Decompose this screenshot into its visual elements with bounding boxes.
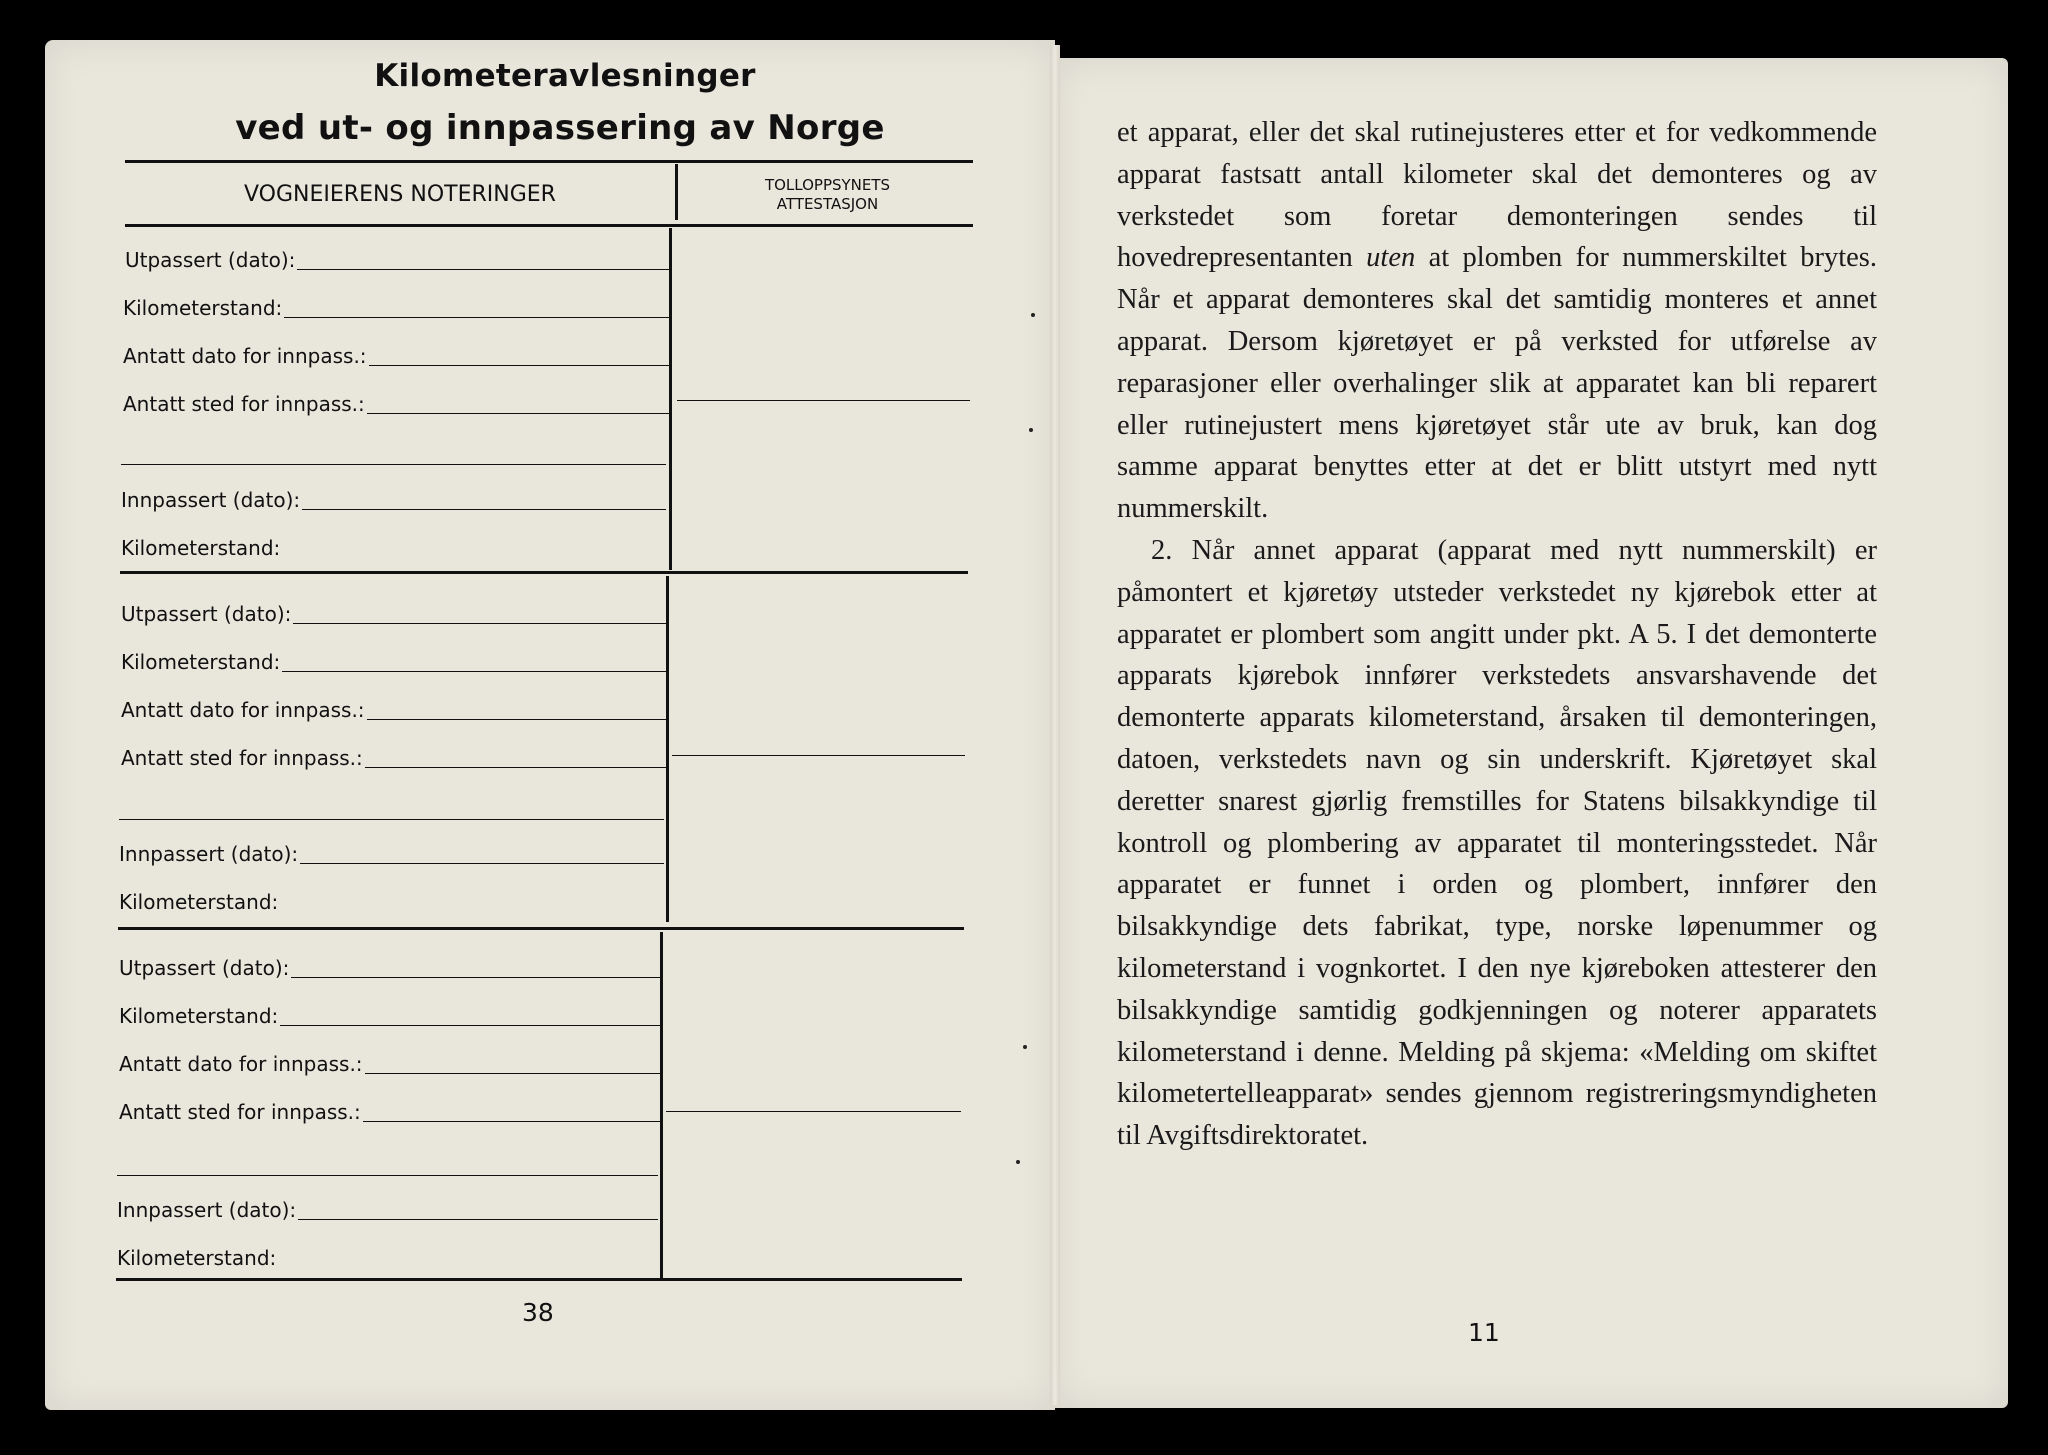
- antatt-sted-field-1[interactable]: [123, 388, 669, 420]
- utpassert-label-3: Utpassert (dato):: [119, 956, 290, 980]
- kilometerstand-label-1a: Kilometerstand:: [123, 296, 283, 320]
- kilometerstand-label-2a: Kilometerstand:: [121, 650, 281, 674]
- antatt-sted-line-3[interactable]: [363, 1120, 660, 1122]
- paragraph-1: [1117, 112, 1877, 530]
- antatt-dato-label-3: Antatt dato for innpass.:: [119, 1052, 363, 1076]
- antatt-dato-line-1[interactable]: [369, 364, 669, 366]
- header-bottom-rule: [125, 224, 973, 227]
- antatt-sted-line-2[interactable]: [365, 766, 666, 768]
- section-3-divider: [660, 932, 663, 1278]
- header-top-rule: [125, 160, 973, 163]
- page-number-left: 38: [522, 1298, 554, 1327]
- kilometerstand-line-3a[interactable]: [280, 1024, 660, 1026]
- attestasjon-line-1[interactable]: [677, 399, 970, 401]
- paragraph-1-part-b: at plomben for nummerskiltet brytes. Når et apparat demonteres skal det samtidig monteres et annet apparat. Dersom kjøretøyet er på verksted for utførelse av reparasjoner eller overhalinger slik at apparatet kan bli reparert eller rutinejustert mens kjøretøyet står ute av bruk, kan dog samme apparat benyttes etter at det er blitt utstyrt med nytt nummerskilt.: [1117, 242, 1877, 525]
- margin-speck-4: [1016, 1160, 1020, 1164]
- blank-line-3[interactable]: [117, 1174, 658, 1176]
- paragraph-1-part-a: et apparat, eller det skal rutinejusteres etter et for vedkommende apparat fastsatt antall kilometer skal det demonteres og av verkstedet som foretar demonteringen sendes til hovedrepresentanten: [1117, 117, 1877, 274]
- kilometerstand-label-3a: Kilometerstand:: [119, 1004, 279, 1028]
- innpassert-field-1[interactable]: [121, 484, 666, 516]
- utpassert-field-1[interactable]: [125, 244, 669, 276]
- book-spine: [1050, 45, 1060, 1405]
- blank-line-1[interactable]: [121, 463, 666, 465]
- antatt-dato-label-2: Antatt dato for innpass.:: [121, 698, 365, 722]
- column-header-vogneier: VOGNEIERENS NOTERINGER: [244, 182, 556, 207]
- innpassert-line-1[interactable]: [302, 508, 666, 510]
- kilometerstand-field-2a[interactable]: [121, 646, 666, 678]
- utpassert-line-3[interactable]: [291, 976, 660, 978]
- antatt-dato-field-3[interactable]: [119, 1048, 660, 1080]
- kilometerstand-line-2a[interactable]: [282, 670, 666, 672]
- innpassert-label-2: Innpassert (dato):: [119, 842, 299, 866]
- body-text: [1117, 112, 1877, 1157]
- innpassert-line-2[interactable]: [300, 862, 664, 864]
- section-2-divider: [666, 576, 669, 922]
- section-3-bottom-rule: [116, 1278, 962, 1281]
- kilometerstand-line-1a[interactable]: [284, 316, 669, 318]
- paragraph-2: 2. Når annet apparat (apparat med nytt nummerskilt) er påmontert et kjøretøy utsteder verkstedet ny kjørebok etter at apparatet er plombert som angitt under pkt. A 5. I det demonterte apparats kjørebok innfører verkstedets ansvarshavende det demonterte apparats kilometerstand, årsaken til demonteringen, datoen, verkstedets navn og sin underskrift. Kjøretøyet skal deretter snarest gjørlig fremstilles for Statens bilsakkyndige til kontroll og plombering av apparatet til monteringsstedet. Når apparatet er funnet i orden og plombert, innfører den bilsakkyndige dets fabrikat, type, norske løpenummer og kilometerstand i vognkortet. I den nye kjøreboken attesterer den bilsakkyndige samtidig godkjenningen og noterer apparatets kilometerstand i denne. Melding på skjema: «Melding om skiftet kilometertelleapparat» sendes gjennom registreringsmyndigheten til Avgiftsdirektoratet.: [1117, 534, 1877, 1152]
- paragraph-1-emphasis: uten: [1366, 242, 1416, 274]
- antatt-sted-line-1[interactable]: [367, 412, 669, 414]
- innpassert-field-2[interactable]: [119, 838, 664, 870]
- antatt-dato-field-2[interactable]: [121, 694, 666, 726]
- page-number-right: 11: [1468, 1318, 1500, 1347]
- kilometerstand-label-3b: Kilometerstand:: [117, 1246, 277, 1270]
- antatt-sted-label-3: Antatt sted for innpass.:: [119, 1100, 361, 1124]
- antatt-sted-label-1: Antatt sted for innpass.:: [123, 392, 365, 416]
- utpassert-line-1[interactable]: [297, 268, 669, 270]
- column-header-tolloppsyn-line2: ATTESTASJON: [776, 195, 879, 213]
- kilometerstand-label-2b: Kilometerstand:: [119, 890, 279, 914]
- innpassert-line-3[interactable]: [298, 1218, 658, 1220]
- attestasjon-line-3[interactable]: [666, 1110, 961, 1112]
- attestasjon-line-2[interactable]: [672, 754, 965, 756]
- kilometerstand-field-1a[interactable]: [123, 292, 669, 324]
- antatt-dato-line-2[interactable]: [367, 718, 666, 720]
- form-title-line1: Kilometeravlesninger: [374, 58, 756, 94]
- innpassert-field-3[interactable]: [117, 1194, 658, 1226]
- blank-line-2[interactable]: [119, 818, 664, 820]
- margin-speck-1: [1031, 313, 1035, 317]
- margin-speck-2: [1029, 428, 1033, 432]
- column-header-tolloppsyn: [690, 176, 965, 214]
- antatt-dato-label-1: Antatt dato for innpass.:: [123, 344, 367, 368]
- kilometerstand-field-3b[interactable]: [117, 1242, 417, 1274]
- antatt-dato-line-3[interactable]: [365, 1072, 660, 1074]
- utpassert-field-3[interactable]: [119, 952, 660, 984]
- antatt-sted-field-3[interactable]: [119, 1096, 660, 1128]
- utpassert-label-2: Utpassert (dato):: [121, 602, 292, 626]
- column-header-tolloppsyn-line1: TOLLOPPSYNETS: [764, 176, 891, 194]
- innpassert-label-3: Innpassert (dato):: [117, 1198, 297, 1222]
- kilometerstand-label-1b: Kilometerstand:: [121, 536, 281, 560]
- header-divider: [675, 164, 678, 220]
- utpassert-label-1: Utpassert (dato):: [125, 248, 296, 272]
- utpassert-line-2[interactable]: [293, 622, 666, 624]
- section-1-bottom-rule: [120, 571, 968, 574]
- antatt-dato-field-1[interactable]: [123, 340, 669, 372]
- margin-speck-3: [1023, 1045, 1027, 1049]
- form-title-line2: ved ut- og innpassering av Norge: [235, 108, 885, 148]
- kilometerstand-field-3a[interactable]: [119, 1000, 660, 1032]
- kilometerstand-field-2b[interactable]: [119, 886, 419, 918]
- antatt-sted-label-2: Antatt sted for innpass.:: [121, 746, 363, 770]
- utpassert-field-2[interactable]: [121, 598, 666, 630]
- kilometerstand-field-1b[interactable]: [121, 532, 421, 564]
- section-2-bottom-rule: [118, 927, 964, 930]
- section-1-divider: [669, 228, 672, 570]
- antatt-sted-field-2[interactable]: [121, 742, 666, 774]
- innpassert-label-1: Innpassert (dato):: [121, 488, 301, 512]
